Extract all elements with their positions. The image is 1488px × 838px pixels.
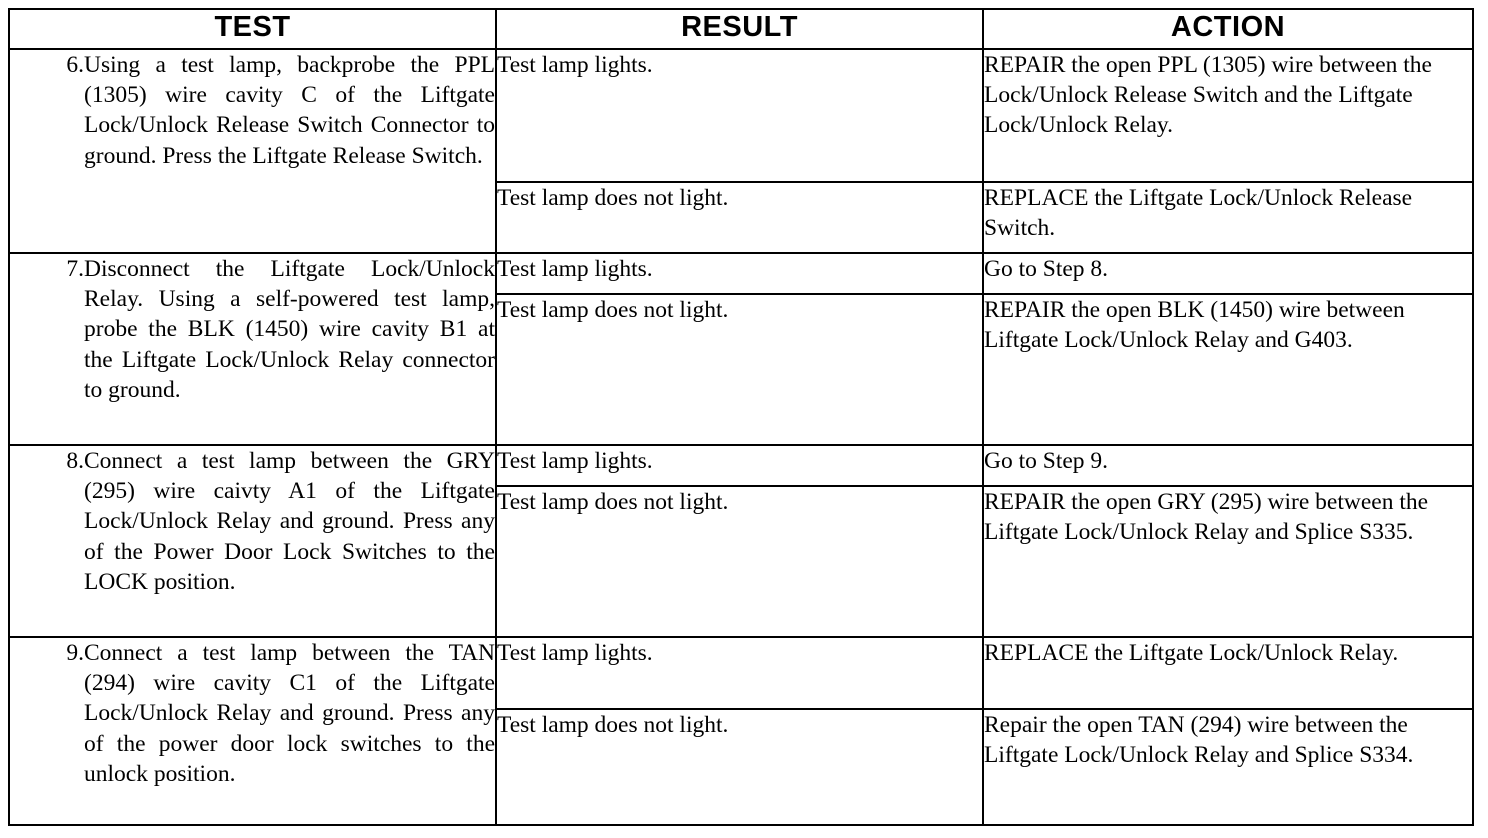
step-number: 9. <box>66 640 84 666</box>
step-test-text: Connect a test lamp between the TAN (294) wire cavity C1 of the Liftgate Lock/Unlock Relay and ground. Press any of the power door lock switches to the unlock position. <box>84 640 495 787</box>
diagnostic-table <box>8 8 1474 826</box>
table-row <box>9 445 1473 486</box>
header-result: RESULT <box>496 9 983 49</box>
result-cell: Test lamp lights. <box>496 253 983 294</box>
table-row <box>9 253 1473 294</box>
result-cell: Test lamp does not light. <box>496 182 983 253</box>
header-action: ACTION <box>983 9 1473 49</box>
step-number: 8. <box>66 448 84 474</box>
test-cell-step-6 <box>9 49 496 253</box>
test-cell-step-8 <box>9 445 496 637</box>
step-number: 7. <box>66 256 84 282</box>
result-cell: Test lamp lights. <box>496 637 983 709</box>
action-cell: Repair the open TAN (294) wire between the Liftgate Lock/Unlock Relay and Splice S334. <box>983 709 1473 825</box>
step-test-text: Using a test lamp, backprobe the PPL (1305) wire cavity C of the Liftgate Lock/Unlock Release Switch Connector to ground. Press the Liftgate Release Switch. <box>84 52 495 169</box>
action-cell: REPAIR the open GRY (295) wire between the Liftgate Lock/Unlock Relay and Splice S335. <box>983 486 1473 637</box>
step-test-text: Disconnect the Liftgate Lock/Unlock Relay. Using a self-powered test lamp, probe the BLK (1450) wire cavity B1 at the Liftgate Lock/Unlock Relay connector to ground. <box>84 256 495 403</box>
test-cell-step-9 <box>9 637 496 825</box>
result-cell: Test lamp does not light. <box>496 294 983 445</box>
result-cell: Test lamp does not light. <box>496 709 983 825</box>
action-cell: REPAIR the open BLK (1450) wire between Liftgate Lock/Unlock Relay and G403. <box>983 294 1473 445</box>
table-row <box>9 637 1473 709</box>
header-row <box>9 9 1473 49</box>
result-cell: Test lamp lights. <box>496 445 983 486</box>
step-number: 6. <box>66 52 84 78</box>
table-row <box>9 49 1473 182</box>
action-cell: Go to Step 8. <box>983 253 1473 294</box>
action-cell: REPLACE the Liftgate Lock/Unlock Release Switch. <box>983 182 1473 253</box>
action-cell: Go to Step 9. <box>983 445 1473 486</box>
action-cell: REPAIR the open PPL (1305) wire between the Lock/Unlock Release Switch and the Liftgate Lock/Unlock Relay. <box>983 49 1473 182</box>
header-test: TEST <box>9 9 496 49</box>
test-cell-step-7 <box>9 253 496 445</box>
result-cell: Test lamp does not light. <box>496 486 983 637</box>
step-test-text: Connect a test lamp between the GRY (295) wire caivty A1 of the Liftgate Lock/Unlock Relay and ground. Press any of the Power Door Lock Switches to the LOCK position. <box>84 448 495 595</box>
action-cell: REPLACE the Liftgate Lock/Unlock Relay. <box>983 637 1473 709</box>
result-cell: Test lamp lights. <box>496 49 983 182</box>
